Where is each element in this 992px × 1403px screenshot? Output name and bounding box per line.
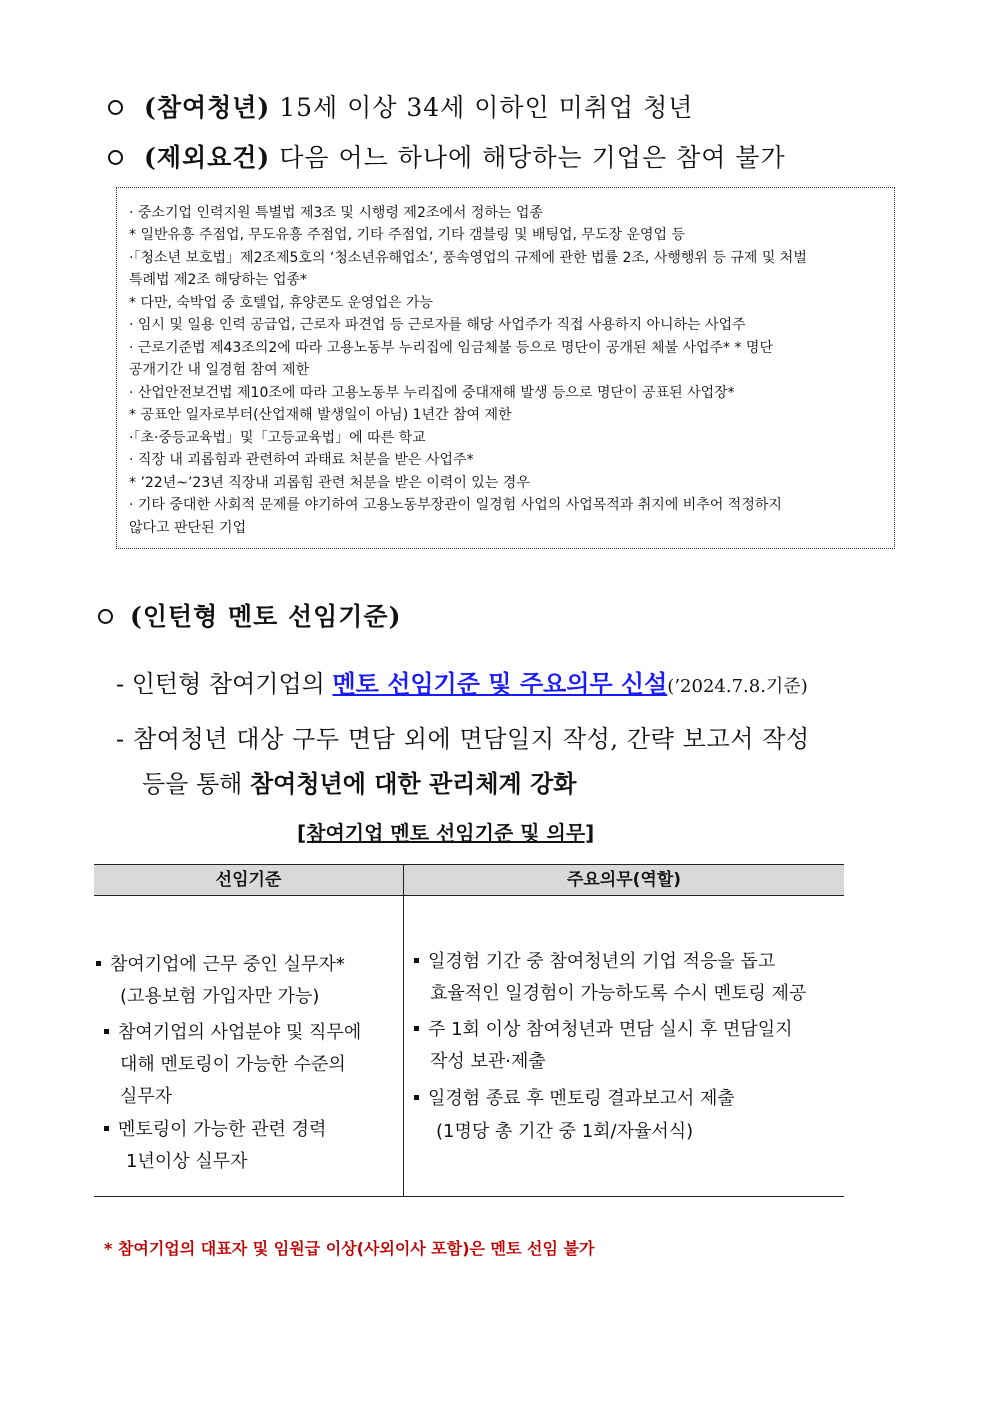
col1-header: 선임기준 [94, 864, 403, 896]
square-bullet-icon [104, 1029, 109, 1034]
dash1-prefix: - 인턴형 참여기업의 [116, 670, 333, 698]
exclusion-item: * 다만, 숙박업 중 호텔업, 휴양콘도 운영업은 가능 [129, 295, 434, 311]
dash-line-2: - 참여청년 대상 구두 면담 외에 면담일지 작성, 간략 보고서 작성 [116, 725, 810, 753]
table-cell-line: (고용보험 가입자만 가능) [120, 986, 320, 1007]
dash2-bold: 참여청년에 대한 관리체계 강화 [250, 769, 577, 798]
dash2-prefix: 등을 통해 [142, 770, 250, 798]
section2-heading [130, 597, 401, 633]
mentor-table [94, 864, 844, 1197]
exclusion-item: * 일반유흥 주점업, 무도유흥 주점업, 기타 주점업, 기타 갬블링 및 배팅업, 무도장 운영업 등 [129, 227, 685, 243]
exclusion-label: (제외요건) [144, 143, 271, 172]
exclusion-item: 않다고 판단된 기업 [129, 520, 247, 536]
dash-line-1 [116, 664, 808, 699]
col2-header: 주요의무(역할) [404, 864, 844, 896]
circle-bullet-icon [98, 609, 113, 624]
square-bullet-icon [96, 961, 101, 966]
exclusion-item: · 기타 중대한 사회적 문제를 야기하여 고용노동부장관이 일경험 사업의 사업목적과 취지에 비추어 적정하지 [129, 497, 782, 513]
table-cell-line: 효율적인 일경험이 가능하도록 수시 멘토링 제공 [430, 983, 807, 1004]
dash1-date: (’2024.7.8.기준) [667, 676, 808, 697]
participants-line [144, 88, 693, 124]
table-cell-line: 일경험 종료 후 멘토링 결과보고서 제출 [414, 1084, 735, 1110]
circle-bullet-icon [108, 100, 123, 115]
square-bullet-icon [414, 1026, 419, 1031]
exclusion-item: · 임시 및 일용 인력 공급업, 근로자 파견업 등 근로자를 해당 사업주가 직접 사용하지 아니하는 사업주 [129, 317, 746, 333]
footnote: * 참여기업의 대표자 및 임원급 이상(사외이사 포함)은 멘토 선임 불가 [104, 1239, 595, 1258]
exclusion-item: · 근로기준법 제43조의2에 따라 고용노동부 누리집에 임금체불 등으로 명단이 공개된 체불 사업주* * 명단 [129, 340, 773, 356]
exclusion-item: ·「초·중등교육법」및「고등교육법」에 따른 학교 [129, 430, 426, 446]
table-title: [참여기업 멘토 선임기준 및 의무] [297, 821, 595, 845]
exclusion-item: * 공표안 일자로부터(산업재해 발생일이 아님) 1년간 참여 제한 [129, 407, 512, 423]
exclusion-item: · 산업안전보건법 제10조에 따라 고용노동부 누리집에 중대재해 발생 등으로 명단이 공표된 사업장* [129, 385, 735, 401]
table-cell-line: 1년이상 실무자 [126, 1151, 248, 1172]
table-cell-line: 참여기업에 근무 중인 실무자* [96, 950, 345, 976]
table-cell-line: 멘토링이 가능한 관련 경력 [104, 1115, 326, 1141]
exclusion-item: ·「청소년 보호법」제2조제5호의 ‘청소년유해업소’, 풍속영업의 규제에 관한 법률 2조, 사행행위 등 규제 및 처벌 [129, 250, 807, 266]
table-cell-line: 주 1회 이상 참여청년과 면담 실시 후 면담일지 [414, 1015, 793, 1041]
exclusion-line [144, 138, 786, 174]
exclusion-item: · 직장 내 괴롭힘과 관련하여 과태료 처분을 받은 사업주* [129, 452, 474, 468]
participants-label: (참여청년) [144, 93, 271, 122]
mentor-heading: (인턴형 멘토 선임기준) [130, 602, 402, 631]
exclusion-item: · 중소기업 인력지원 특별법 제3조 및 시행령 제2조에서 정하는 업종 [129, 205, 543, 221]
table-cell-line: (1명당 총 기간 중 1회/자율서식) [436, 1121, 694, 1142]
new-criteria-link[interactable]: 멘토 선임기준 및 주요의무 신설 [332, 669, 668, 698]
square-bullet-icon [414, 958, 419, 963]
table-cell-line: 일경험 기간 중 참여청년의 기업 적응을 돕고 [414, 947, 775, 973]
table-cell-line: 참여기업의 사업분야 및 직무에 [104, 1018, 361, 1044]
exclusion-item: 공개기간 내 일경험 참여 제한 [129, 362, 310, 378]
exclusion-box [116, 187, 895, 549]
exclusion-item: 특례법 제2조 해당하는 업종* [129, 272, 308, 288]
square-bullet-icon [414, 1095, 419, 1100]
circle-bullet-icon [108, 150, 123, 165]
table-cell-line: 작성 보관·제출 [430, 1051, 546, 1072]
participants-text: 15세 이상 34세 이하인 미취업 청년 [279, 93, 694, 122]
table-bottom-border [94, 1196, 844, 1197]
exclusion-item: * ’22년~’23년 직장내 괴롭힘 관련 처분을 받은 이력이 있는 경우 [129, 475, 530, 491]
table-cell-line: 실무자 [120, 1086, 173, 1107]
table-cell-line: 대해 멘토링이 가능한 수준의 [120, 1054, 346, 1075]
column-divider [403, 864, 404, 1197]
square-bullet-icon [104, 1126, 109, 1131]
exclusion-text: 다음 어느 하나에 해당하는 기업은 참여 불가 [279, 143, 786, 172]
dash-line-2-cont [142, 764, 576, 799]
